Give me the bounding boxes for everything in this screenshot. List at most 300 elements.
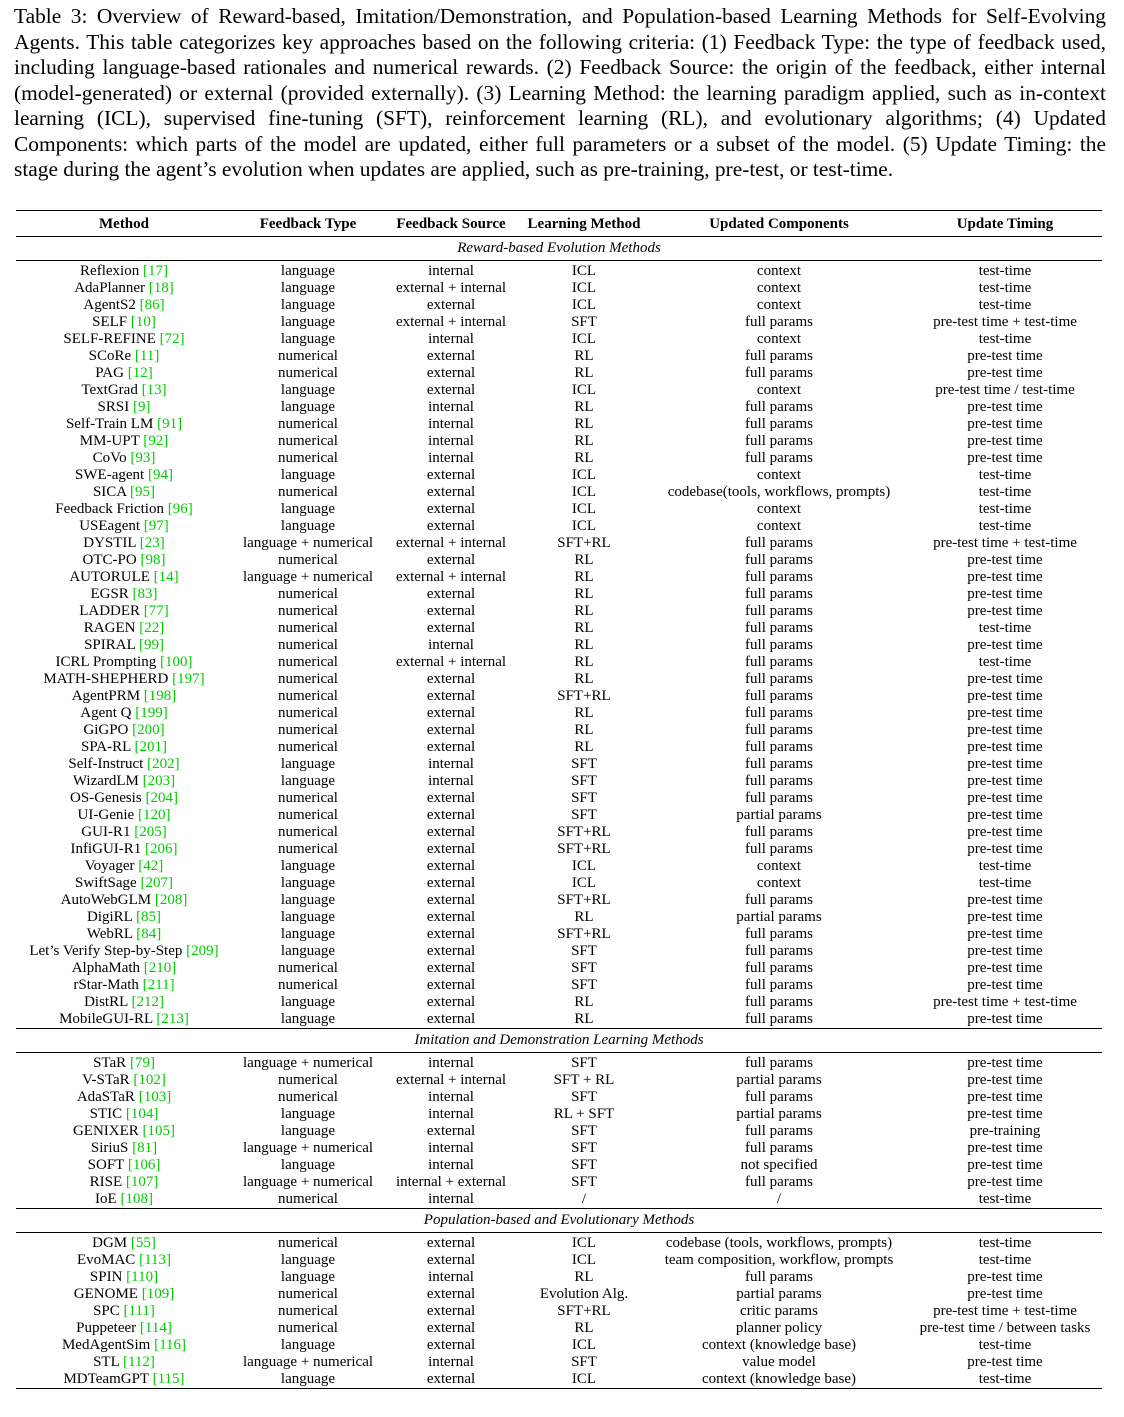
method-name: WebRL: [86, 926, 133, 942]
method-cell: [16, 1337, 232, 1354]
method-cell: [16, 484, 232, 501]
update-timing-cell: pre-test time: [967, 603, 1043, 619]
update-timing-cell: pre-test time: [967, 977, 1043, 993]
updated-components-cell: partial params: [736, 1072, 822, 1088]
update-timing-cell: pre-test time: [967, 365, 1043, 381]
citation-number: 213: [161, 1011, 184, 1027]
table-row: [16, 348, 1102, 365]
citation-link[interactable]: [83]: [132, 586, 158, 602]
feedback-source-cell: internal: [428, 1106, 474, 1122]
citation-link[interactable]: [100]: [159, 654, 193, 670]
citation-number: 14: [158, 569, 174, 585]
method-name: EvoMAC: [76, 1252, 136, 1268]
citation-number: 112: [127, 1354, 150, 1370]
learning-method-cell: RL: [574, 586, 594, 602]
citation-link[interactable]: [92]: [143, 433, 169, 449]
updated-components-cell: context: [756, 331, 802, 347]
citation-link[interactable]: [98]: [140, 552, 166, 568]
feedback-source-cell: internal: [428, 450, 474, 466]
feedback-source-cell: internal: [428, 637, 474, 653]
updated-components-cell: full params: [745, 671, 813, 687]
update-timing-cell: pre-test time + test-time: [933, 535, 1077, 551]
citation-number: 96: [172, 501, 188, 517]
feedback-source-cell: external: [426, 739, 476, 755]
feedback-type-cell: language: [280, 331, 336, 347]
citation-link[interactable]: [198]: [143, 688, 177, 704]
table-row: [16, 824, 1102, 841]
citation-link[interactable]: [199]: [135, 705, 168, 721]
feedback-type-cell: language: [280, 926, 336, 942]
citation-link[interactable]: [99]: [138, 637, 164, 653]
citation-link[interactable]: [11]: [134, 348, 160, 364]
feedback-source-cell: external: [426, 467, 476, 483]
method-name: InfiGUI-R1: [70, 841, 142, 857]
citation-number: 211: [147, 977, 170, 993]
updated-components-cell: full params: [745, 841, 813, 857]
learning-method-cell: Evolution Alg.: [539, 1286, 629, 1302]
citation-link[interactable]: [93]: [130, 450, 156, 466]
updated-components-cell: planner policy: [735, 1320, 823, 1336]
methods-table: [16, 210, 1102, 1389]
learning-method-cell: ICL: [571, 875, 597, 891]
table-row: [16, 1337, 1102, 1354]
table-row: [16, 960, 1102, 977]
method-name: Agent Q: [80, 705, 132, 721]
updated-components-cell: codebase(tools, workflows, prompts): [667, 484, 891, 500]
method-name: GiGPO: [83, 722, 129, 738]
citation-number: 197: [177, 671, 200, 687]
citation-link[interactable]: [23]: [139, 535, 165, 551]
table-row: [16, 841, 1102, 858]
section-reward-based: [16, 237, 1102, 1029]
update-timing-cell: pre-test time: [967, 1011, 1043, 1027]
citation-link[interactable]: [77]: [143, 603, 169, 619]
method-name: SICA: [92, 484, 127, 500]
table-row: [16, 1191, 1102, 1209]
table-row: [16, 1320, 1102, 1337]
citation-link[interactable]: [79]: [129, 1055, 155, 1071]
citation-link[interactable]: [201]: [134, 739, 167, 755]
method-name: WizardLM: [72, 773, 139, 789]
method-name: EGSR: [90, 586, 129, 602]
feedback-type-cell: numerical: [278, 977, 338, 993]
citation-number: 210: [148, 960, 172, 976]
citation-link[interactable]: [96]: [167, 501, 193, 517]
updated-components-cell: full params: [745, 1140, 813, 1156]
citation-link[interactable]: [103]: [138, 1089, 172, 1105]
method-name: CoVo: [92, 450, 127, 466]
table-row: [16, 994, 1102, 1011]
update-timing-cell: pre-test time: [967, 841, 1043, 857]
method-name: MATH-SHEPHERD: [43, 671, 169, 687]
citation-number: 22: [144, 620, 160, 636]
table-row: [16, 1011, 1102, 1029]
citation-link[interactable]: [112]: [122, 1354, 155, 1370]
citation-link[interactable]: [197]: [172, 671, 205, 687]
citation-number: 203: [147, 773, 171, 789]
method-cell: [16, 365, 232, 382]
update-timing-cell: test-time: [978, 484, 1032, 500]
method-cell: [16, 1286, 232, 1303]
table-row: [16, 1174, 1102, 1191]
citation-number: 109: [146, 1286, 170, 1302]
learning-method-cell: SFT+RL: [557, 1303, 611, 1319]
update-timing-cell: pre-test time: [967, 790, 1043, 806]
update-timing-cell: pre-test time: [967, 1140, 1043, 1156]
table-row: [16, 331, 1102, 348]
update-timing-cell: pre-test time: [967, 1174, 1043, 1190]
update-timing-cell: pre-test time: [967, 450, 1043, 466]
citation-link[interactable]: [210]: [143, 960, 177, 976]
citation-link[interactable]: [85]: [136, 909, 162, 925]
citation-number: 97: [148, 518, 164, 534]
citation-number: 102: [138, 1072, 161, 1088]
citation-link[interactable]: [91]: [157, 416, 183, 432]
citation-number: 201: [139, 739, 162, 755]
feedback-type-cell: language + numerical: [242, 1140, 374, 1156]
update-timing-cell: pre-test time: [967, 637, 1043, 653]
updated-components-cell: full params: [745, 586, 813, 602]
citation-link[interactable]: [109]: [141, 1286, 175, 1302]
citation-number: 99: [143, 637, 159, 653]
learning-method-cell: ICL: [571, 858, 597, 874]
table-row: [16, 280, 1102, 297]
table-row: [16, 790, 1102, 807]
citation-link[interactable]: [110]: [126, 1269, 159, 1285]
feedback-source-cell: external: [426, 909, 476, 925]
feedback-type-cell: language + numerical: [242, 1354, 374, 1370]
feedback-type-cell: numerical: [278, 1303, 338, 1319]
citation-link[interactable]: [13]: [141, 382, 167, 398]
citation-link[interactable]: [55]: [130, 1235, 156, 1251]
feedback-source-cell: external + internal: [395, 280, 507, 296]
learning-method-cell: ICL: [571, 1252, 597, 1268]
update-timing-cell: test-time: [978, 875, 1032, 891]
method-name: AlphaMath: [71, 960, 141, 976]
citation-link[interactable]: [105]: [142, 1123, 176, 1139]
feedback-type-cell: numerical: [278, 348, 338, 364]
citation-number: 198: [148, 688, 172, 704]
citation-number: 199: [140, 705, 163, 721]
table-row: [16, 807, 1102, 824]
feedback-type-cell: language: [280, 1011, 336, 1027]
method-name: STaR: [93, 1055, 127, 1071]
update-timing-cell: pre-test time + test-time: [933, 314, 1077, 330]
updated-components-cell: full params: [745, 977, 813, 993]
method-name: SPA-RL: [81, 739, 131, 755]
citation-link[interactable]: [86]: [139, 297, 165, 313]
learning-method-cell: RL: [574, 705, 594, 721]
citation-link[interactable]: [14]: [153, 569, 179, 585]
feedback-type-cell: numerical: [278, 654, 338, 670]
citation-link[interactable]: [18]: [148, 280, 174, 296]
learning-method-cell: RL: [574, 620, 594, 636]
column-header-update-timing: Update Timing: [956, 216, 1054, 232]
table-row: [16, 1106, 1102, 1123]
feedback-type-cell: language + numerical: [242, 569, 374, 585]
citation-link[interactable]: [22]: [139, 620, 165, 636]
citation-link[interactable]: [81]: [132, 1140, 158, 1156]
citation-number: 18: [153, 280, 169, 296]
updated-components-cell: full params: [745, 926, 813, 942]
learning-method-cell: SFT: [571, 1089, 597, 1105]
citation-link[interactable]: [107]: [125, 1174, 159, 1190]
method-cell: [16, 1174, 232, 1191]
table-row: [16, 688, 1102, 705]
citation-link[interactable]: [106]: [127, 1157, 161, 1173]
learning-method-cell: SFT: [571, 773, 597, 789]
method-cell: [16, 433, 232, 450]
feedback-type-cell: language: [280, 297, 336, 313]
method-name: Puppeteer: [76, 1320, 137, 1336]
update-timing-cell: pre-test time: [967, 892, 1043, 908]
method-name: USEagent: [79, 518, 141, 534]
table-row: [16, 1286, 1102, 1303]
feedback-type-cell: language: [280, 399, 336, 415]
citation-link[interactable]: [42]: [138, 858, 164, 874]
update-timing-cell: pre-test time: [967, 348, 1043, 364]
citation-link[interactable]: [212]: [131, 994, 164, 1010]
table-row: [16, 1303, 1102, 1320]
feedback-source-cell: external: [426, 1337, 476, 1353]
citation-number: 200: [137, 722, 160, 738]
column-header-feedback-source: Feedback Source: [396, 216, 506, 232]
method-name: MobileGUI-RL: [59, 1011, 153, 1027]
citation-number: 92: [148, 433, 164, 449]
method-name: STL: [93, 1354, 120, 1370]
update-timing-cell: pre-test time: [967, 756, 1043, 772]
update-timing-cell: pre-test time: [967, 705, 1043, 721]
learning-method-cell: RL: [574, 365, 594, 381]
citation-number: 84: [141, 926, 157, 942]
citation-link[interactable]: [211]: [142, 977, 175, 993]
feedback-type-cell: language: [280, 909, 336, 925]
learning-method-cell: SFT: [571, 1123, 597, 1139]
citation-link[interactable]: [206]: [145, 841, 178, 857]
updated-components-cell: context: [756, 297, 802, 313]
feedback-type-cell: language + numerical: [242, 1055, 374, 1071]
citation-link[interactable]: [12]: [127, 365, 153, 381]
feedback-source-cell: internal: [428, 1157, 474, 1173]
updated-components-cell: full params: [745, 722, 813, 738]
updated-components-cell: full params: [745, 433, 813, 449]
learning-method-cell: ICL: [571, 501, 597, 517]
feedback-source-cell: external: [426, 790, 476, 806]
table-row: [16, 433, 1102, 450]
learning-method-cell: ICL: [571, 297, 597, 313]
citation-link[interactable]: [120]: [137, 807, 171, 823]
learning-method-cell: SFT: [571, 756, 597, 772]
learning-method-cell: SFT + RL: [553, 1072, 615, 1088]
citation-link[interactable]: [72]: [159, 331, 185, 347]
learning-method-cell: ICL: [571, 467, 597, 483]
updated-components-cell: full params: [745, 892, 813, 908]
table-row: [16, 756, 1102, 773]
citation-link[interactable]: [204]: [145, 790, 178, 806]
feedback-source-cell: external: [426, 875, 476, 891]
updated-components-cell: context (knowledge base): [701, 1337, 857, 1353]
learning-method-cell: ICL: [571, 382, 597, 398]
feedback-type-cell: numerical: [278, 637, 338, 653]
method-name: DYSTIL: [83, 535, 137, 551]
update-timing-cell: pre-test time + test-time: [933, 994, 1077, 1010]
citation-link[interactable]: [113]: [139, 1252, 172, 1268]
method-name: SPC: [93, 1303, 120, 1319]
citation-link[interactable]: [213]: [156, 1011, 189, 1027]
method-name: Feedback Friction: [55, 501, 164, 517]
citation-link[interactable]: [115]: [152, 1371, 185, 1387]
updated-components-cell: full params: [745, 620, 813, 636]
method-cell: [16, 1252, 232, 1269]
updated-components-cell: full params: [745, 790, 813, 806]
learning-method-cell: ICL: [571, 518, 597, 534]
method-name: SWE-agent: [75, 467, 145, 483]
feedback-source-cell: external: [426, 586, 476, 602]
citation-link[interactable]: [205]: [134, 824, 167, 840]
method-name: UI-Genie: [77, 807, 135, 823]
citation-link[interactable]: [209]: [186, 943, 219, 959]
citation-link[interactable]: [9]: [132, 399, 151, 415]
learning-method-cell: SFT: [571, 1354, 597, 1370]
table-row: [16, 722, 1102, 739]
table-row: [16, 705, 1102, 722]
feedback-source-cell: external: [426, 705, 476, 721]
update-timing-cell: pre-test time: [967, 960, 1043, 976]
feedback-source-cell: external: [426, 1123, 476, 1139]
table-row: [16, 1055, 1102, 1072]
table-row: [16, 773, 1102, 790]
update-timing-cell: pre-test time: [967, 739, 1043, 755]
feedback-type-cell: language: [280, 943, 336, 959]
citation-link[interactable]: [102]: [133, 1072, 166, 1088]
citation-link[interactable]: [207]: [140, 875, 173, 891]
table-row: [16, 586, 1102, 603]
feedback-source-cell: internal: [428, 1055, 474, 1071]
table-row: [16, 654, 1102, 671]
citation-link[interactable]: [17]: [142, 263, 168, 279]
citation-link[interactable]: [114]: [139, 1320, 172, 1336]
update-timing-cell: pre-test time + test-time: [933, 1303, 1077, 1319]
update-timing-cell: pre-test time: [967, 1269, 1043, 1285]
citation-link[interactable]: [208]: [154, 892, 188, 908]
feedback-source-cell: internal: [428, 1089, 474, 1105]
feedback-type-cell: numerical: [278, 620, 338, 636]
feedback-type-cell: language: [232, 1371, 384, 1389]
method-cell: [16, 314, 232, 331]
table-row: [16, 399, 1102, 416]
method-name: SOFT: [87, 1157, 125, 1173]
citation-link[interactable]: [203]: [142, 773, 176, 789]
feedback-type-cell: language: [280, 1337, 336, 1353]
feedback-source-cell: external: [426, 552, 476, 568]
feedback-source-cell: external: [426, 1320, 476, 1336]
feedback-source-cell: external: [426, 365, 476, 381]
citation-link[interactable]: [94]: [147, 467, 173, 483]
update-timing-cell: pre-test time / test-time: [935, 382, 1075, 398]
citation-link[interactable]: [116]: [154, 1337, 187, 1353]
learning-method-cell: SFT: [571, 1174, 597, 1190]
table-header: [16, 211, 1102, 237]
method-cell: [16, 518, 232, 535]
citation-number: 120: [142, 807, 166, 823]
updated-components-cell: not specified: [740, 1157, 818, 1173]
feedback-type-cell: language + numerical: [242, 1174, 374, 1190]
citation-number: 207: [145, 875, 168, 891]
updated-components-cell: full params: [745, 535, 813, 551]
citation-number: 42: [143, 858, 159, 874]
feedback-type-cell: language: [280, 1269, 336, 1285]
method-cell: [16, 501, 232, 518]
updated-components-cell: value model: [742, 1354, 816, 1370]
learning-method-cell: RL: [574, 1269, 594, 1285]
learning-method-cell: SFT: [571, 1055, 597, 1071]
citation-link[interactable]: [84]: [136, 926, 162, 942]
citation-link[interactable]: [104]: [125, 1106, 159, 1122]
feedback-source-cell: external: [426, 807, 476, 823]
update-timing-cell: pre-test time: [967, 688, 1043, 704]
feedback-type-cell: numerical: [278, 484, 338, 500]
learning-method-cell: /: [581, 1191, 587, 1207]
update-timing-cell: pre-test time: [967, 824, 1043, 840]
table-row: [16, 977, 1102, 994]
updated-components-cell: full params: [745, 1055, 813, 1071]
update-timing-cell: pre-test time: [967, 943, 1043, 959]
table-row: [16, 1072, 1102, 1089]
feedback-type-cell: language: [280, 994, 336, 1010]
updated-components-cell: full params: [745, 1089, 813, 1105]
citation-link[interactable]: [97]: [143, 518, 169, 534]
update-timing-cell: pre-test time: [967, 433, 1043, 449]
feedback-source-cell: internal: [428, 433, 474, 449]
citation-number: 208: [159, 892, 183, 908]
learning-method-cell: RL: [574, 671, 594, 687]
method-cell: [16, 637, 232, 654]
citation-link[interactable]: [111]: [123, 1303, 155, 1319]
method-name: SPIRAL: [84, 637, 136, 653]
table-row: [16, 943, 1102, 960]
feedback-source-cell: internal: [428, 416, 474, 432]
feedback-source-cell: external: [426, 688, 476, 704]
citation-link[interactable]: [200]: [132, 722, 165, 738]
feedback-source-cell: external: [426, 484, 476, 500]
feedback-type-cell: numerical: [278, 1286, 338, 1302]
citation-link[interactable]: [108]: [120, 1191, 153, 1207]
update-timing-cell: pre-test time: [967, 1157, 1043, 1173]
table-row: [16, 552, 1102, 569]
method-cell: [16, 1157, 232, 1174]
method-name: RAGEN: [83, 620, 136, 636]
update-timing-cell: test-time: [978, 654, 1032, 670]
method-name: Let’s Verify Step-by-Step: [29, 943, 183, 959]
table-row: [16, 637, 1102, 654]
method-cell: [16, 382, 232, 399]
update-timing-cell: pre-test time: [967, 1055, 1043, 1071]
updated-components-cell: full params: [745, 756, 813, 772]
citation-link[interactable]: [95]: [130, 484, 156, 500]
feedback-type-cell: language: [280, 1252, 336, 1268]
method-cell: [16, 858, 232, 875]
learning-method-cell: RL: [574, 416, 594, 432]
citation-link[interactable]: [10]: [130, 314, 156, 330]
citation-link[interactable]: [202]: [147, 756, 180, 772]
feedback-source-cell: internal + external: [395, 1174, 507, 1190]
method-name: Voyager: [84, 858, 135, 874]
feedback-source-cell: external: [426, 501, 476, 517]
feedback-source-cell: external: [426, 1303, 476, 1319]
citation-number: 104: [130, 1106, 154, 1122]
citation-number: 98: [145, 552, 161, 568]
update-timing-cell: test-time: [978, 331, 1032, 347]
